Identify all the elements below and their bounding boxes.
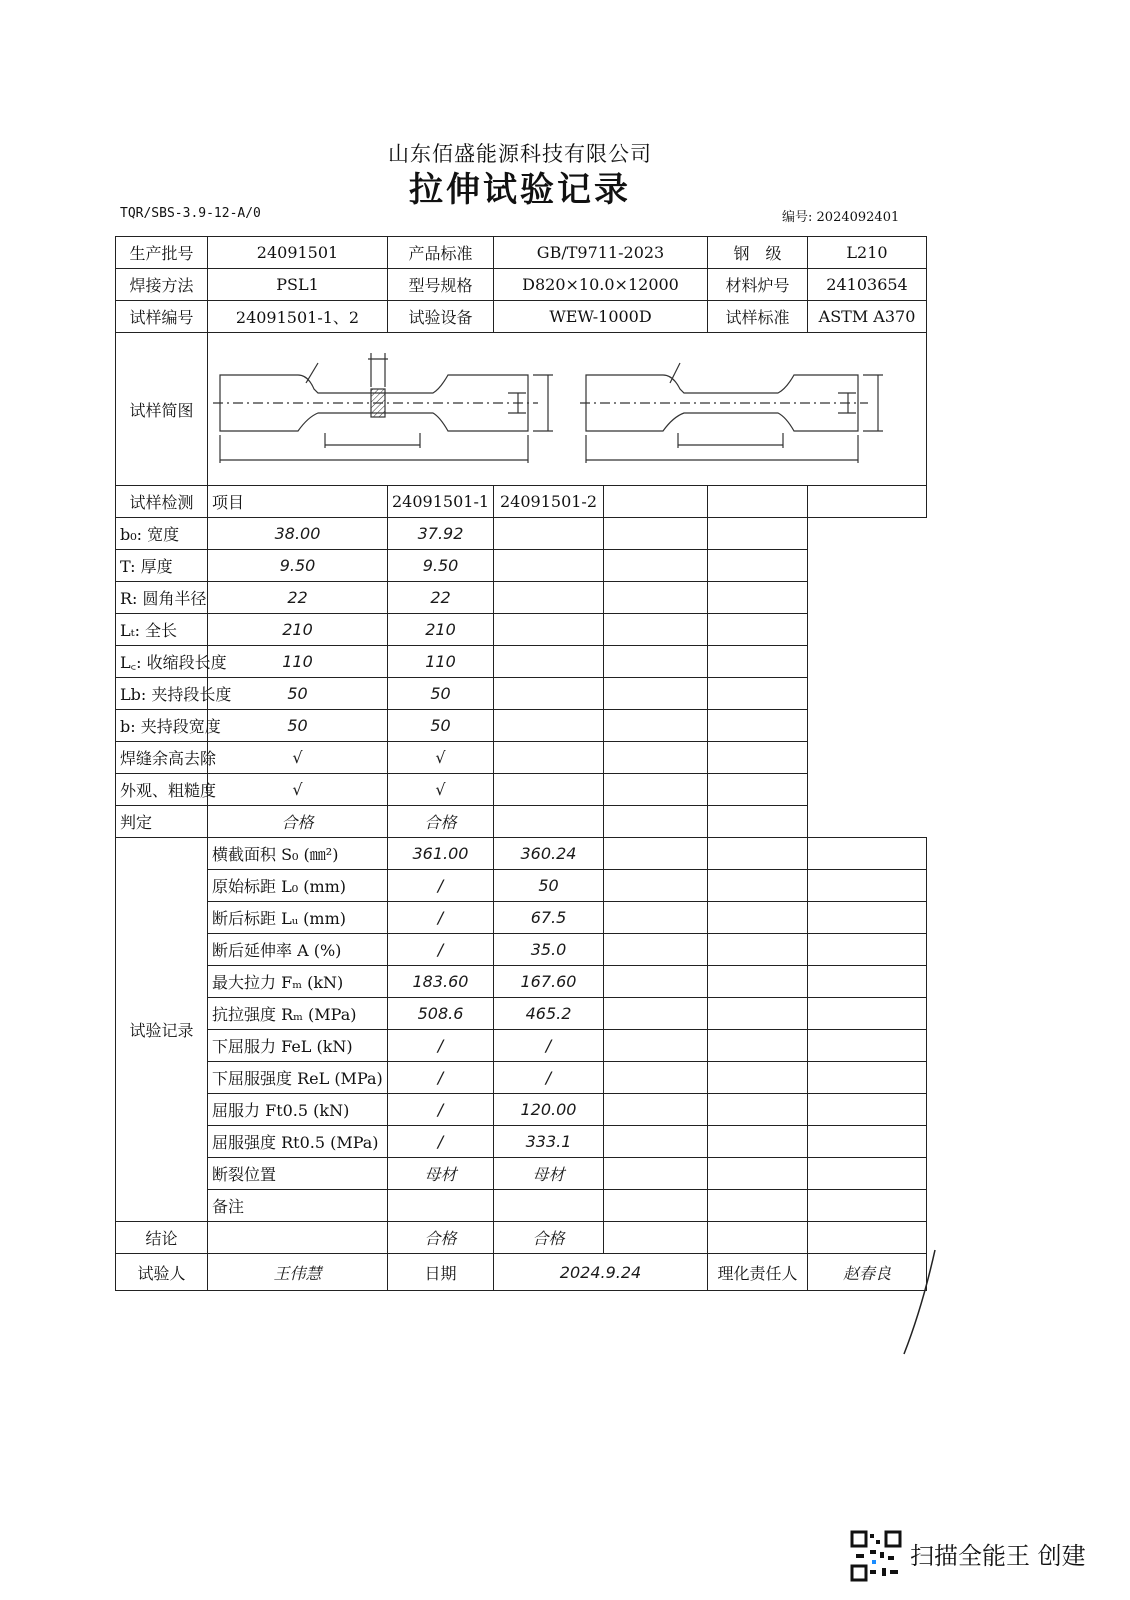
empty-cell [604, 838, 708, 870]
sample-2-value: 67.5 [494, 902, 604, 934]
row-label: 下屈服强度 ReL (MPa) [208, 1062, 388, 1094]
document-title: 拉伸试验记录 [409, 170, 631, 210]
empty-cell [604, 1158, 708, 1190]
empty-cell [708, 1158, 808, 1190]
weld-method-label: 焊接方法 [116, 269, 208, 301]
empty-cell [708, 1062, 808, 1094]
sample-2-value: 50 [494, 870, 604, 902]
sample-2-value: √ [388, 774, 494, 806]
empty-cell [708, 774, 808, 806]
sample-2-value: 465.2 [494, 998, 604, 1030]
sample-number-value: 24091501-1、2 [208, 301, 388, 333]
row-label: 原始标距 L₀ (mm) [208, 870, 388, 902]
sample-1-value: 母材 [388, 1158, 494, 1190]
sample-2-value: / [494, 1030, 604, 1062]
sample-2-value: 22 [388, 582, 494, 614]
sample-2-value: 50 [388, 710, 494, 742]
empty-cell [208, 1222, 388, 1254]
empty-cell [494, 614, 604, 646]
info-row-3 [116, 301, 927, 333]
empty-cell [604, 774, 708, 806]
sample-1-value: / [388, 1062, 494, 1094]
empty-cell [708, 646, 808, 678]
info-row-1 [116, 237, 927, 269]
empty-cell [808, 1030, 927, 1062]
row-label: 焊缝余高去除 [116, 742, 208, 774]
empty-cell [604, 1222, 708, 1254]
info-row-2 [116, 269, 927, 301]
empty-cell [708, 1094, 808, 1126]
inspection-row [116, 582, 927, 614]
conclusion-sample-1: 合格 [388, 1222, 494, 1254]
empty-cell [808, 838, 927, 870]
row-label: L꜀: 收缩段长度 [116, 646, 208, 678]
test-row [116, 1094, 927, 1126]
empty-cell [494, 806, 604, 838]
empty-cell [708, 934, 808, 966]
sample-1-value: / [388, 1030, 494, 1062]
batch-value: 24091501 [208, 237, 388, 269]
empty-cell [604, 1030, 708, 1062]
row-label: 抗拉强度 Rₘ (MPa) [208, 998, 388, 1030]
empty-cell [708, 742, 808, 774]
sample-1-value: 9.50 [208, 550, 388, 582]
sample-1-header: 24091501-1 [388, 486, 494, 518]
company-name: 山东佰盛能源科技有限公司 [388, 142, 652, 166]
specimen-drawing [208, 333, 927, 486]
sample-1-value: 110 [208, 646, 388, 678]
empty-cell [708, 966, 808, 998]
standard-value: GB/T9711-2023 [494, 237, 708, 269]
sample-1-value: 508.6 [388, 998, 494, 1030]
sample-1-value: 22 [208, 582, 388, 614]
sample-2-value: 210 [388, 614, 494, 646]
empty-cell [708, 678, 808, 710]
sample-2-value: 120.00 [494, 1094, 604, 1126]
test-row [116, 1158, 927, 1190]
empty-cell [708, 1222, 808, 1254]
empty-cell [708, 710, 808, 742]
row-label: Lb: 夹持段长度 [116, 678, 208, 710]
test-row [116, 934, 927, 966]
empty-cell [604, 614, 708, 646]
empty-cell [808, 902, 927, 934]
sample-1-value: / [388, 1126, 494, 1158]
test-row [116, 1190, 927, 1222]
row-label: b: 夹持段宽度 [116, 710, 208, 742]
empty-cell [808, 1190, 927, 1222]
empty-cell [604, 742, 708, 774]
empty-cell [604, 678, 708, 710]
empty-cell [808, 870, 927, 902]
serial-label: 编号: [782, 210, 813, 225]
serial-value: 2024092401 [816, 210, 900, 225]
sample-2-value: 37.92 [388, 518, 494, 550]
sample-1-value: 183.60 [388, 966, 494, 998]
empty-cell [808, 486, 927, 518]
inspection-row [116, 806, 927, 838]
inspection-row [116, 678, 927, 710]
conclusion-sample-2: 合格 [494, 1222, 604, 1254]
sample-2-value: / [494, 1062, 604, 1094]
standard-label: 产品标准 [388, 237, 494, 269]
empty-cell [808, 934, 927, 966]
weld-method-value: PSL1 [208, 269, 388, 301]
signature-row [116, 1254, 927, 1291]
inspection-row [116, 614, 927, 646]
inspection-row [116, 518, 927, 550]
sample-standard-label: 试样标准 [708, 301, 808, 333]
sample-2-value: 360.24 [494, 838, 604, 870]
empty-cell [604, 486, 708, 518]
empty-cell [808, 1126, 927, 1158]
sample-1-value: √ [208, 774, 388, 806]
row-label: 外观、粗糙度 [116, 774, 208, 806]
test-row [116, 838, 927, 870]
empty-cell [808, 998, 927, 1030]
sample-1-value: 50 [208, 678, 388, 710]
sample-1-value: √ [208, 742, 388, 774]
empty-cell [604, 550, 708, 582]
conclusion-label: 结论 [116, 1222, 208, 1254]
empty-cell [494, 550, 604, 582]
test-row [116, 1126, 927, 1158]
spec-label: 型号规格 [388, 269, 494, 301]
row-label: b₀: 宽度 [116, 518, 208, 550]
test-rows [116, 838, 927, 1222]
inspection-rows [116, 518, 927, 838]
drawing-label: 试样简图 [116, 333, 208, 486]
test-record-table [115, 236, 927, 1291]
empty-cell [494, 646, 604, 678]
drawing-row [116, 333, 927, 486]
tester-label: 试验人 [116, 1254, 208, 1291]
sample-2-value: 35.0 [494, 934, 604, 966]
sample-2-header: 24091501-2 [494, 486, 604, 518]
empty-cell [604, 902, 708, 934]
signature-stroke-icon [900, 1248, 940, 1358]
specimen-diagram-icon [208, 333, 923, 481]
tester-signature: 王伟慧 [208, 1254, 388, 1291]
empty-cell [494, 774, 604, 806]
empty-cell [708, 518, 808, 550]
empty-cell [808, 1062, 927, 1094]
empty-cell [604, 1094, 708, 1126]
sample-1-value: 361.00 [388, 838, 494, 870]
empty-cell [604, 646, 708, 678]
empty-cell [708, 550, 808, 582]
sample-1-value: 合格 [208, 806, 388, 838]
conclusion-row [116, 1222, 927, 1254]
empty-cell [604, 1062, 708, 1094]
empty-cell [494, 582, 604, 614]
sample-1-value: 210 [208, 614, 388, 646]
spec-value: D820×10.0×12000 [494, 269, 708, 301]
sample-1-value [388, 1190, 494, 1222]
empty-cell [494, 678, 604, 710]
test-section-label: 试验记录 [116, 838, 208, 1222]
test-row [116, 1030, 927, 1062]
row-label: 横截面积 S₀ (㎜²) [208, 838, 388, 870]
inspection-section-label: 试样检测 [116, 486, 208, 518]
sample-2-value: 167.60 [494, 966, 604, 998]
row-label: R: 圆角半径 [116, 582, 208, 614]
sample-2-value: 9.50 [388, 550, 494, 582]
empty-cell [708, 838, 808, 870]
row-label: 断后延伸率 A (%) [208, 934, 388, 966]
empty-cell [708, 806, 808, 838]
row-label: T: 厚度 [116, 550, 208, 582]
empty-cell [604, 806, 708, 838]
empty-cell [604, 966, 708, 998]
item-header: 项目 [208, 486, 388, 518]
inspection-row [116, 646, 927, 678]
empty-cell [604, 1190, 708, 1222]
empty-cell [708, 998, 808, 1030]
empty-cell [708, 902, 808, 934]
row-label: 断裂位置 [208, 1158, 388, 1190]
row-label: 断后标距 Lᵤ (mm) [208, 902, 388, 934]
inspection-row [116, 550, 927, 582]
empty-cell [494, 710, 604, 742]
inspection-row [116, 710, 927, 742]
empty-cell [708, 486, 808, 518]
empty-cell [708, 870, 808, 902]
sample-2-value: √ [388, 742, 494, 774]
row-label: 屈服强度 Rt0.5 (MPa) [208, 1126, 388, 1158]
test-row [116, 1062, 927, 1094]
sample-1-value: / [388, 934, 494, 966]
form-code: TQR/SBS-3.9-12-A/0 [120, 206, 261, 221]
test-row [116, 902, 927, 934]
manager-signature: 赵春良 [808, 1254, 927, 1291]
empty-cell [808, 1094, 927, 1126]
serial-number [782, 206, 899, 225]
inspection-header-row [116, 486, 927, 518]
sample-2-value: 333.1 [494, 1126, 604, 1158]
empty-cell [708, 1030, 808, 1062]
manager-label: 理化责任人 [708, 1254, 808, 1291]
heat-number-value: 24103654 [808, 269, 927, 301]
grade-value: L210 [808, 237, 927, 269]
sample-2-value: 110 [388, 646, 494, 678]
sample-2-value: 50 [388, 678, 494, 710]
row-label: 判定 [116, 806, 208, 838]
equipment-value: WEW-1000D [494, 301, 708, 333]
sample-1-value: / [388, 870, 494, 902]
sample-1-value: 38.00 [208, 518, 388, 550]
sample-1-value: 50 [208, 710, 388, 742]
sample-number-label: 试样编号 [116, 301, 208, 333]
grade-label: 钢 级 [708, 237, 808, 269]
sample-2-value: 母材 [494, 1158, 604, 1190]
test-row [116, 998, 927, 1030]
empty-cell [708, 1126, 808, 1158]
batch-label: 生产批号 [116, 237, 208, 269]
date-value: 2024.9.24 [494, 1254, 708, 1291]
date-label: 日期 [388, 1254, 494, 1291]
row-label: 屈服力 Ft0.5 (kN) [208, 1094, 388, 1126]
inspection-row [116, 742, 927, 774]
test-row [116, 966, 927, 998]
inspection-row [116, 774, 927, 806]
empty-cell [604, 870, 708, 902]
empty-cell [604, 518, 708, 550]
empty-cell [708, 582, 808, 614]
empty-cell [494, 518, 604, 550]
sample-1-value: / [388, 1094, 494, 1126]
empty-cell [808, 1158, 927, 1190]
row-label: 备注 [208, 1190, 388, 1222]
empty-cell [808, 966, 927, 998]
row-label: 最大拉力 Fₘ (kN) [208, 966, 388, 998]
empty-cell [604, 998, 708, 1030]
empty-cell [494, 742, 604, 774]
empty-cell [708, 1190, 808, 1222]
row-label: 下屈服力 FeL (kN) [208, 1030, 388, 1062]
sample-standard-value: ASTM A370 [808, 301, 927, 333]
qr-code-icon [850, 1530, 902, 1582]
equipment-label: 试验设备 [388, 301, 494, 333]
sample-2-value: 合格 [388, 806, 494, 838]
test-row [116, 870, 927, 902]
heat-number-label: 材料炉号 [708, 269, 808, 301]
sample-2-value [494, 1190, 604, 1222]
watermark-text: 扫描全能王 创建 [910, 1542, 1086, 1570]
empty-cell [604, 582, 708, 614]
empty-cell [604, 934, 708, 966]
row-label: Lₜ: 全长 [116, 614, 208, 646]
sample-1-value: / [388, 902, 494, 934]
empty-cell [604, 1126, 708, 1158]
empty-cell [708, 614, 808, 646]
empty-cell [604, 710, 708, 742]
